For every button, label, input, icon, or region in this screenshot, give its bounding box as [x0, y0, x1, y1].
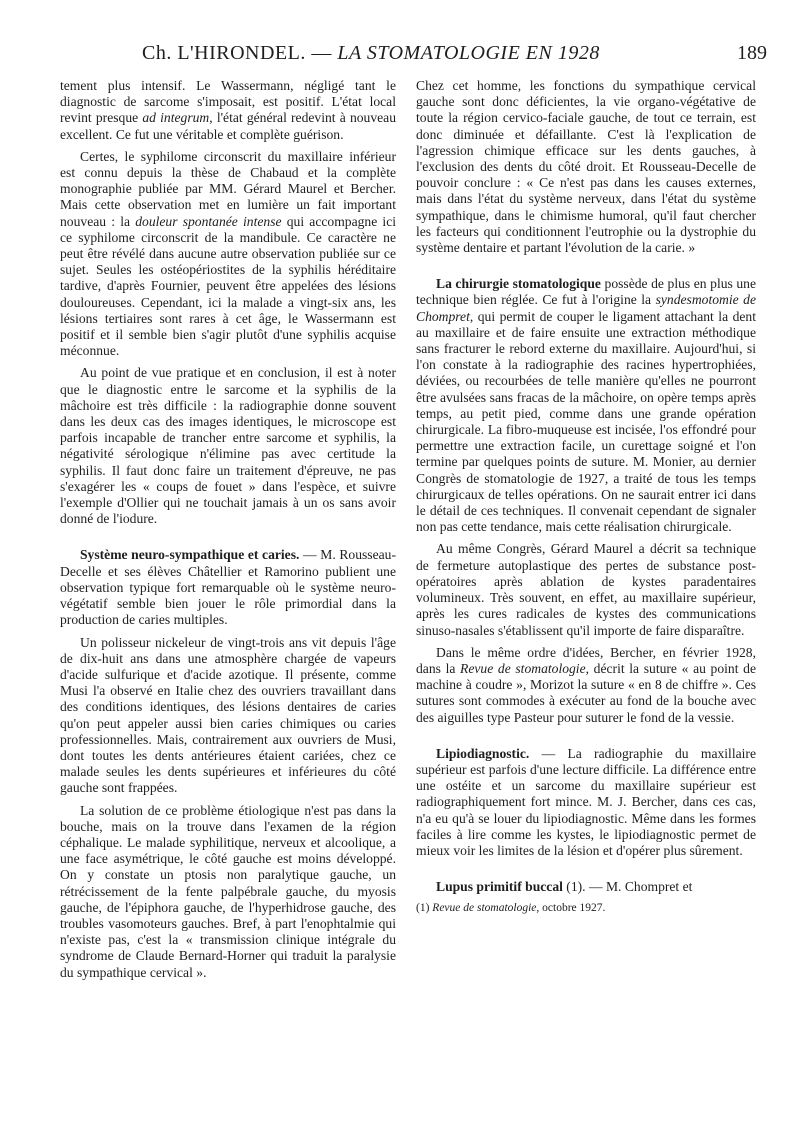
section-heading: La chirurgie stomatologique [436, 276, 601, 292]
section-chirurgie: La chirurgie stomatologique possède de plus en plus une technique bien réglée. Ce fut à l'origine la syndesmotomie de Chompret, qui permit de couper le ligament attachant la dent au maxillaire et de faire ensuite une extraction méthodique sans fracturer le rebord externe du maxillaire. Aujourd'hui, si l'on constate à la radiographie des racines hypertrophiées, déviées, ou recourbées de telle manière qu'elles ne pourront être avulsées sans fracas de la mâchoire, on opère temps après temps, au petit pied, comme dans une grande opération chirurgicale. La fibro-muqueuse est incisée, l'os effondré pour permettre une extraction facile, un curettage soigné et l'on termine par quelques points de suture. M. Monier, au dernier Congrès de stomatologie de 1927, a traité de tous les temps chirurgicaux de telles opérations. On ne saurait entrer ici dans le détail de ces techniques. Il convenait cependant de signaler non pas cette tendance, mais cette réalisation chirurgicale. [416, 276, 756, 535]
header-journal-title: LA STOMATOLOGIE EN 1928 [337, 42, 600, 64]
page-number: 189 [737, 42, 767, 64]
paragraph: Chez cet homme, les fonctions du sympathique cervical gauche sont donc déficientes, la vie organo-végétative de toute la région cervico-faciale gauche, de tout ce terrain, est donc diminuée et défaillante. C'est là l'explication de l'agression chimique efficace sur les dents gauches, à l'exclusion des dents du côté droit. Et Rousseau-Decelle de pouvoir conclure : « Ce n'est pas dans les causes externes, mais dans l'état du système nerveux, dans l'état du système sympathique, dans le chimisme humoral, qu'il faut chercher les facteurs qui conditionnent l'eutrophie ou la dystrophie du système dentaire et partant l'évolution de la carie. » [416, 78, 756, 256]
section-neuro-sympathique: Système neuro-sympathique et caries. — M. Rousseau-Decelle et ses élèves Châtellier et Ramorino publient une observation typique fort remarquable où le système neuro-végétatif semble bien jouer le rôle primordial dans la production de caries multiples. [60, 547, 396, 628]
header-title [142, 42, 600, 65]
running-header [70, 40, 775, 70]
paragraph: Un polisseur nickeleur de vingt-trois ans vit depuis l'âge de dix-huit ans dans une atmosphère chargée de vapeurs d'acide sulfurique et d'acide azotique. Il présente, comme Musi l'a observé en Italie chez des ouvriers travaillant dans des conditions identiques, des lésions dentaires de caries qu'on peut appeler aussi bien caries chimiques ou caries professionnelles. Mais, contrairement aux ouvriers de Musi, dont toutes les dents antérieures étaient cariées, chez ce malade seules les dents supérieures et inférieures du côté gauche sont frappées. [60, 634, 396, 796]
section-heading: Lipiodiagnostic. [436, 745, 530, 761]
paragraph: Au même Congrès, Gérard Maurel a décrit sa technique de fermeture autoplastique des pertes de substance post-opératoires après ablation de kystes paradentaires volumineux. Très souvent, en effet, au maxillaire supérieur, après les cures radicales de kystes des communications sinuso-nasales s'établissent qu'il importe de faire disparaître. [416, 541, 756, 638]
paragraph: Au point de vue pratique et en conclusion, il est à noter que le diagnostic entre le sarcome et la syphilis de la mâchoire est très difficile : la radiographie donne souvent dans les deux cas des images identiques, le microscope est parfois incapable de trancher entre sarcome et syphilis, la négativité sérologique n'élimine pas avec certitude la syphilis. Il faut donc faire un traitement d'épreuve, ne pas s'exagérer les « coups de fouet » dans l'espèce, et suivre l'exemple d'Ollier qui ne touchait jamais à un os sans avoir donné de l'iodure. [60, 365, 396, 527]
right-column [416, 78, 756, 921]
left-column [60, 78, 396, 987]
section-heading: Lupus primitif buccal [436, 879, 563, 895]
paragraph: Dans le même ordre d'idées, Bercher, en février 1928, dans la Revue de stomatologie, décrit la suture « au point de machine à coudre », Morizot la suture « en 8 de chiffre ». Ces sutures sont commodes à exécuter au fond de la bouche avec des aiguilles type Pasteur pour suturer le fond de la vessie. [416, 644, 756, 725]
paragraph: tement plus intensif. Le Wassermann, négligé tant le diagnostic de sarcome s'imposait, est positif. L'état local revint presque ad integrum, l'état général redevint à nouveau excellent. Ce fut une véritable et complète guérison. [60, 78, 397, 142]
header-author: Ch. L'HIRONDEL. — [142, 42, 338, 64]
footnote: (1) Revue de stomatologie, octobre 1927. [416, 902, 606, 915]
section-heading: Système neuro-sympathique et caries. [80, 547, 300, 563]
section-lipiodiagnostic: Lipiodiagnostic. — La radiographie du maxillaire supérieur est parfois d'une lecture difficile. La différence entre une ostéite et un sarcome du maxillaire supérieur est radiographiquement fort mince. M. J. Bercher, dans ces cas, n'a eu qu'à se louer du lipiodiagnostic. Même dans les formes faciles à lire comme les kystes, le lipiodiagnostic permet de mieux voir les limites de la lésion et d'opérer plus sûrement. [416, 745, 756, 858]
section-lupus: Lupus primitif buccal (1). — M. Chompret et [436, 879, 693, 895]
paragraph: Certes, le syphilome circonscrit du maxillaire inférieur est connu depuis la thèse de Chabaud et la complète monographie publiée par MM. Gérard Maurel et Bercher. Mais cette observation met en lumière un fait important nouveau : la douleur spontanée intense qui accompagne ici ce syphilome circonscrit de la mandibule. Ce caractère ne peut être révélé dans aucune autre observation publiée sur ce sujet. Seules les ostéopériostites de la syphilis héréditaire tardive, d'après Fournier, peuvent être appelées des lésions douloureuses. Cependant, ici la malade a vingt-six ans, les lésions tertiaires sont rares à cet âge, le Wassermann est positif et il semble bien s'agir plutôt d'une syphilis acquise méconnue. [60, 148, 397, 359]
paragraph: La solution de ce problème étiologique n'est pas dans la bouche, mais on la trouve dans l'examen de la région céphalique. Le malade syphilitique, nerveux et alcoolique, a une face asymétrique, le côté gauche est moins développé. On y constate un ptosis non paralytique gauche, un rétrécissement de la fente palpébrale gauche, du myosis gauche, de l'épiphora gauche, de l'hyperhidrose gauche, des troubles vasomoteurs gauches. Bref, à part l'enophtalmie qui n'existe pas, c'est la « transmission clinique intégrale du syndrome de Claude Bernard-Horner qui traduit la paralysie du sympathique cervical ». [60, 802, 396, 980]
